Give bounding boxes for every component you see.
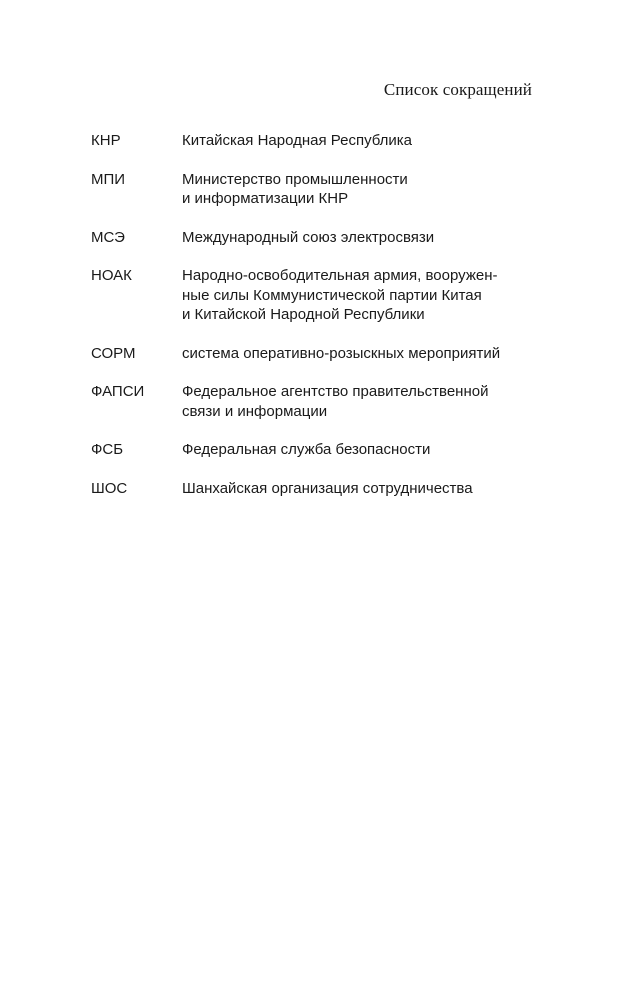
definition-line: Федеральное агентство правительственной [182,383,489,400]
abbreviation-row-noak [91,266,531,325]
abbreviation-definition [182,382,531,421]
abbreviation-definition [182,228,531,248]
abbreviation-term: НОАК [91,267,132,284]
abbreviation-term: МПИ [91,170,126,188]
abbreviation-term: ФАПСИ [91,383,145,400]
definition-line: Федеральная служба безопасности [182,441,431,458]
abbreviation-term: СОРМ [91,344,136,362]
abbreviation-row-fapsi [91,382,531,421]
abbreviation-row-mpi [91,170,531,209]
definition-line: Министерство промышленности [182,170,408,188]
abbreviation-row-mse [91,228,531,248]
definition-line: Международный союз электросвязи [182,228,435,246]
abbreviation-row-knr [91,131,531,151]
definition-line: система оперативно-розыскных мероприятий [182,344,501,362]
abbreviation-row-sorm [91,344,531,364]
definition-line: и Китайской Народной Республики [182,306,425,323]
abbreviation-definition [182,131,531,151]
abbreviation-definition [182,170,531,209]
abbreviation-term: КНР [91,132,121,149]
definition-line: Шанхайская организация сотрудничества [182,479,473,497]
abbreviation-row-fsb [91,440,531,460]
abbreviation-term: ФСБ [91,441,124,458]
definition-line: Китайская Народная Республика [182,132,413,149]
abbreviation-definition [182,266,531,325]
abbreviation-definition [182,440,531,460]
abbreviation-term: МСЭ [91,228,125,246]
definition-line: и информатизации КНР [182,190,349,207]
abbreviation-definition [182,344,531,364]
abbreviation-term: ШОС [91,479,128,497]
definition-line: ные силы Коммунистической партии Китая [182,286,482,304]
definition-line: Народно-освободительная армия, вооружен- [182,267,498,284]
abbreviation-definition [182,479,531,499]
running-head: Список сокращений [383,80,532,99]
definition-line: связи и информации [182,402,328,420]
abbreviation-list [91,131,531,517]
abbreviation-row-shos [91,479,531,499]
